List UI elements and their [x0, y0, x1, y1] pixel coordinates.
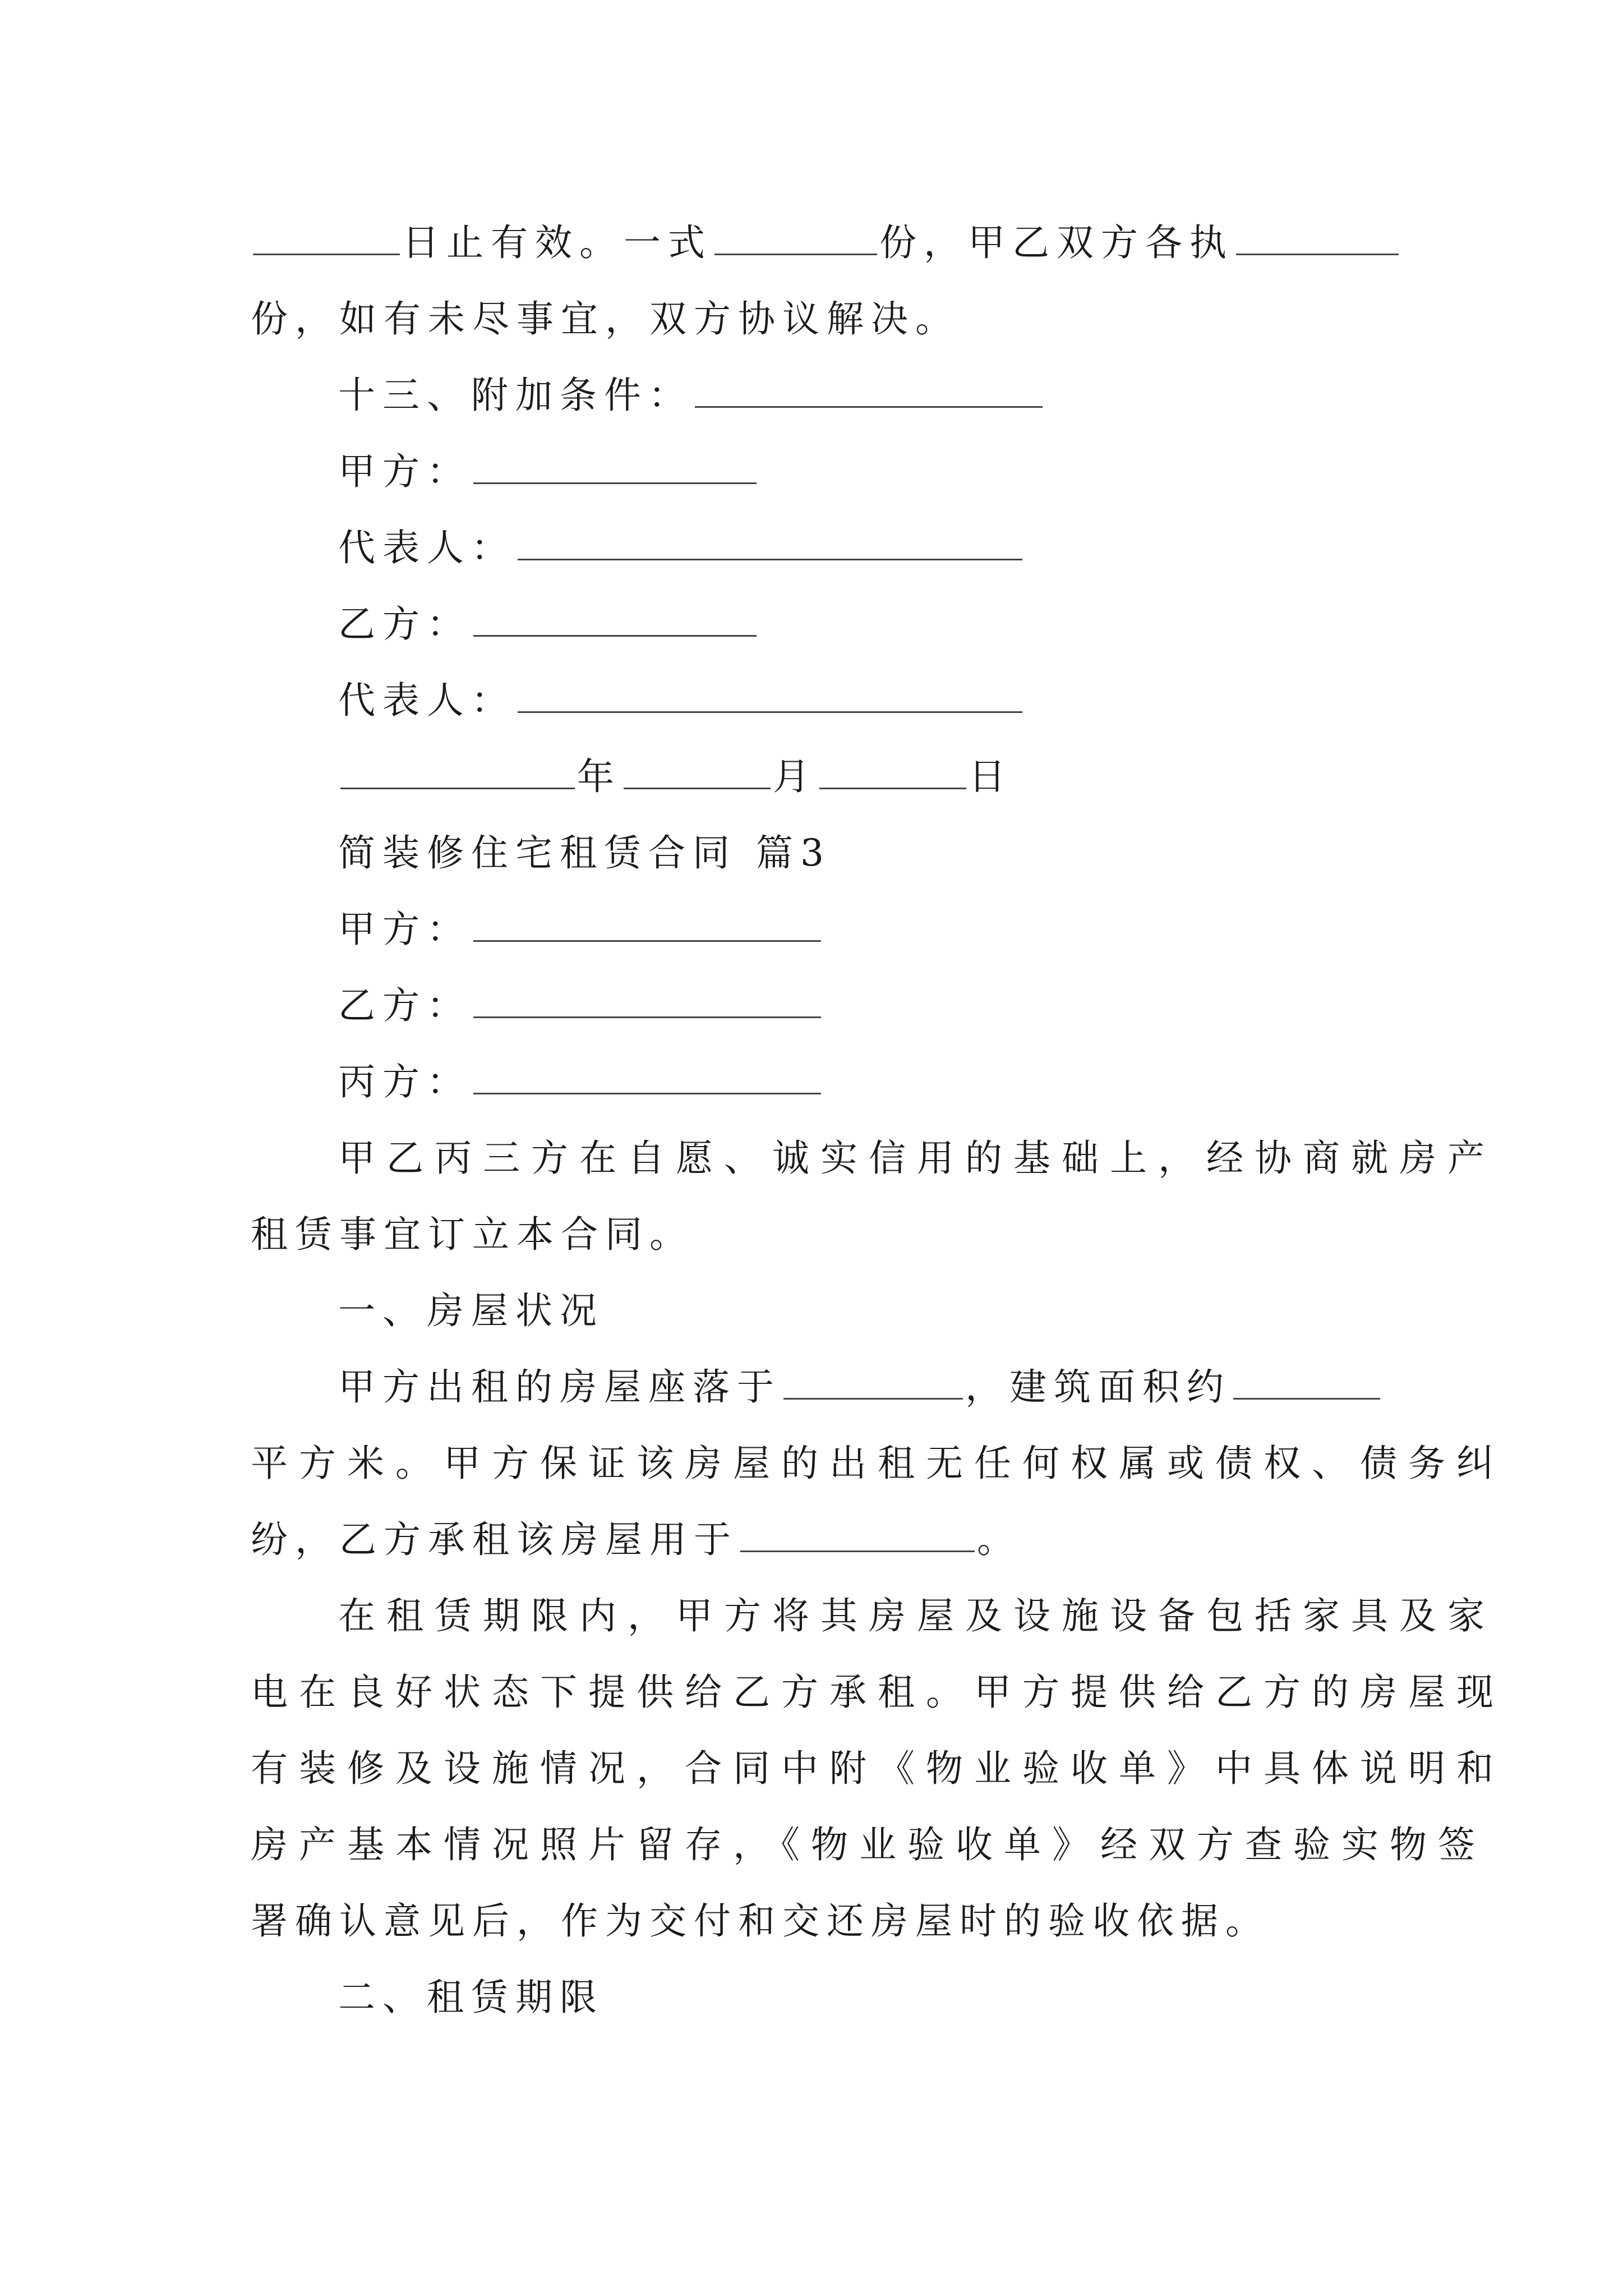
party-a-line — [338, 450, 759, 493]
intro-line-1: 甲乙丙三方在自愿、诚实信用的基础上，经协商就房产 — [338, 1137, 1496, 1180]
day-blank[interactable] — [819, 784, 966, 789]
s3-party-a-line — [338, 908, 823, 951]
blank-field[interactable] — [518, 708, 1022, 713]
year-label: 年 — [577, 755, 621, 798]
blank-field[interactable] — [714, 250, 877, 255]
property-location-text: 甲方出租的房屋座落于 — [338, 1365, 781, 1409]
blank-field[interactable] — [473, 937, 821, 942]
date-line — [338, 755, 1013, 798]
blank-field[interactable] — [518, 555, 1022, 560]
s3-party-c-line — [338, 1060, 823, 1103]
property-use-text: 纷，乙方承租该房屋用于 — [251, 1518, 738, 1561]
blank-field[interactable] — [473, 632, 757, 637]
party-b-line — [338, 602, 759, 646]
representative-b-line — [338, 679, 1025, 722]
blank-field[interactable] — [253, 250, 400, 255]
party-a-label: 甲方： — [338, 450, 471, 493]
s3-party-b-line — [338, 984, 823, 1027]
year-blank[interactable] — [340, 784, 575, 789]
additional-terms-label: 十三、附加条件： — [338, 374, 693, 417]
representative-label: 代表人： — [338, 679, 515, 722]
intro-line-2: 租赁事宜订立本合同。 — [251, 1213, 694, 1256]
validity-text: 日止有效。一式 — [402, 221, 712, 264]
use-blank[interactable] — [740, 1547, 975, 1552]
location-blank[interactable] — [783, 1395, 963, 1400]
day-label: 日 — [969, 755, 1013, 798]
blank-field[interactable] — [1236, 250, 1399, 255]
facilities-line-5: 署确认意见后，作为交付和交还房屋时的验收依据。 — [251, 1899, 1270, 1943]
area-blank[interactable] — [1233, 1395, 1380, 1400]
party-c-label: 丙方： — [338, 1060, 471, 1103]
facilities-line-3: 有装修及设施情况，合同中附《物业验收单》中具体说明和 — [251, 1747, 1505, 1790]
blank-field[interactable] — [473, 479, 757, 484]
additional-terms-line — [338, 374, 1045, 417]
month-label: 月 — [773, 755, 817, 798]
property-line-1 — [338, 1365, 1382, 1409]
validity-line — [251, 221, 1401, 264]
party-b-label: 乙方： — [338, 602, 471, 646]
copies-line: 份，如有未尽事宜，双方协议解决。 — [251, 297, 960, 341]
blank-field[interactable] — [695, 403, 1043, 408]
facilities-line-2: 电在良好状态下提供给乙方承租。甲方提供给乙方的房屋现 — [251, 1671, 1505, 1714]
property-line-2: 平方米。甲方保证该房屋的出租无任何权属或债权、债务纠 — [251, 1442, 1505, 1485]
representative-a-line — [338, 526, 1025, 569]
heading-lease-term: 二、租赁期限 — [338, 1976, 604, 2019]
facilities-line-4: 房产基本情况照片留存，《物业验收单》经双方查验实物签 — [251, 1823, 1486, 1866]
blank-field[interactable] — [473, 1013, 821, 1018]
period-mark: 。 — [977, 1518, 1021, 1561]
copies-text: 份，甲乙双方各执 — [879, 221, 1234, 264]
party-a-label: 甲方： — [338, 908, 471, 951]
party-b-label: 乙方： — [338, 984, 471, 1027]
facilities-line-1: 在租赁期限内，甲方将其房屋及设施设备包括家具及家 — [338, 1594, 1496, 1637]
heading-property-status: 一、房屋状况 — [338, 1289, 604, 1332]
month-blank[interactable] — [624, 784, 771, 789]
blank-field[interactable] — [473, 1089, 821, 1094]
representative-label: 代表人： — [338, 526, 515, 569]
section-title: 简装修住宅租赁合同 篇3 — [338, 831, 831, 875]
property-line-3 — [251, 1518, 1021, 1561]
floor-area-text: ，建筑面积约 — [965, 1365, 1231, 1409]
